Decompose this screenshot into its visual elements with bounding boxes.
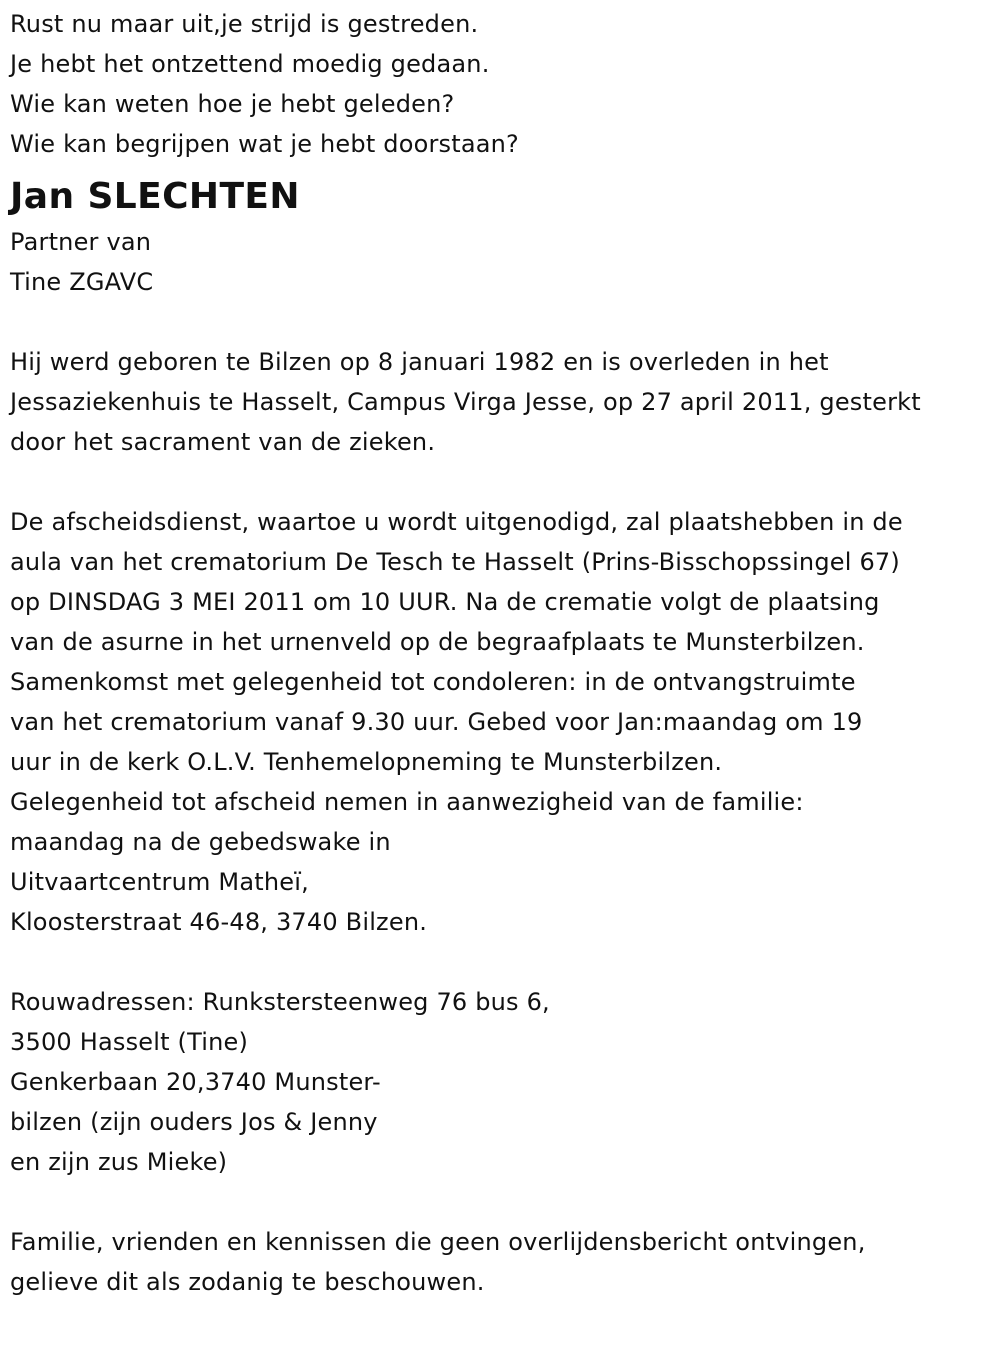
address-line: Rouwadressen: Runkstersteenweg 76 bus 6, xyxy=(10,988,550,1016)
poem-line: Wie kan weten hoe je hebt geleden? xyxy=(10,90,455,118)
obituary-notice xyxy=(10,4,995,1302)
paragraph-line: van de asurne in het urnenveld op de begraafplaats te Munsterbilzen. xyxy=(10,628,865,656)
poem-line: Rust nu maar uit,je strijd is gestreden. xyxy=(10,10,479,38)
address-line: en zijn zus Mieke) xyxy=(10,1148,228,1176)
spacer xyxy=(10,462,995,502)
paragraph-line: Samenkomst met gelegenheid tot condoleren: in de ontvangstruimte xyxy=(10,668,856,696)
paragraph-line: maandag na de gebedswake in xyxy=(10,828,391,856)
paragraph-line: De afscheidsdienst, waartoe u wordt uitgenodigd, zal plaatshebben in de xyxy=(10,508,903,536)
address-line: Genkerbaan 20,3740 Munster- xyxy=(10,1068,381,1096)
paragraph-line: van het crematorium vanaf 9.30 uur. Gebed voor Jan:maandag om 19 xyxy=(10,708,863,736)
paragraph-line: Gelegenheid tot afscheid nemen in aanwezigheid van de familie: xyxy=(10,788,804,816)
paragraph-line: aula van het crematorium De Tesch te Hasselt (Prins-Bisschopssingel 67) xyxy=(10,548,900,576)
poem xyxy=(10,4,995,164)
partner-info xyxy=(10,222,995,302)
paragraph-line: Hij werd geboren te Bilzen op 8 januari 1982 en is overleden in het xyxy=(10,348,829,376)
service-paragraph xyxy=(10,502,995,942)
poem-line: Wie kan begrijpen wat je hebt doorstaan? xyxy=(10,130,519,158)
closing-paragraph xyxy=(10,1222,995,1302)
paragraph-line: door het sacrament van de zieken. xyxy=(10,428,436,456)
address-line: bilzen (zijn ouders Jos & Jenny xyxy=(10,1108,378,1136)
paragraph-line: uur in de kerk O.L.V. Tenhemelopneming te Munsterbilzen. xyxy=(10,748,723,776)
paragraph-line: Familie, vrienden en kennissen die geen overlijdensbericht ontvingen, xyxy=(10,1228,866,1256)
deceased-name: Jan SLECHTEN xyxy=(10,176,300,217)
paragraph-line: gelieve dit als zodanig te beschouwen. xyxy=(10,1268,485,1296)
paragraph-line: Jessaziekenhuis te Hasselt, Campus Virga Jesse, op 27 april 2011, gesterkt xyxy=(10,388,921,416)
partner-label: Partner van xyxy=(10,228,152,256)
poem-line: Je hebt het ontzettend moedig gedaan. xyxy=(10,50,490,78)
spacer xyxy=(10,1182,995,1222)
mourning-addresses xyxy=(10,982,995,1182)
birth-death-paragraph xyxy=(10,342,995,462)
spacer xyxy=(10,302,995,342)
paragraph-line: op DINSDAG 3 MEI 2011 om 10 UUR. Na de crematie volgt de plaatsing xyxy=(10,588,880,616)
spacer xyxy=(10,942,995,982)
paragraph-line: Kloosterstraat 46-48, 3740 Bilzen. xyxy=(10,908,428,936)
partner-name: Tine ZGAVC xyxy=(10,268,154,296)
paragraph-line: Uitvaartcentrum Matheï, xyxy=(10,868,309,896)
address-line: 3500 Hasselt (Tine) xyxy=(10,1028,249,1056)
